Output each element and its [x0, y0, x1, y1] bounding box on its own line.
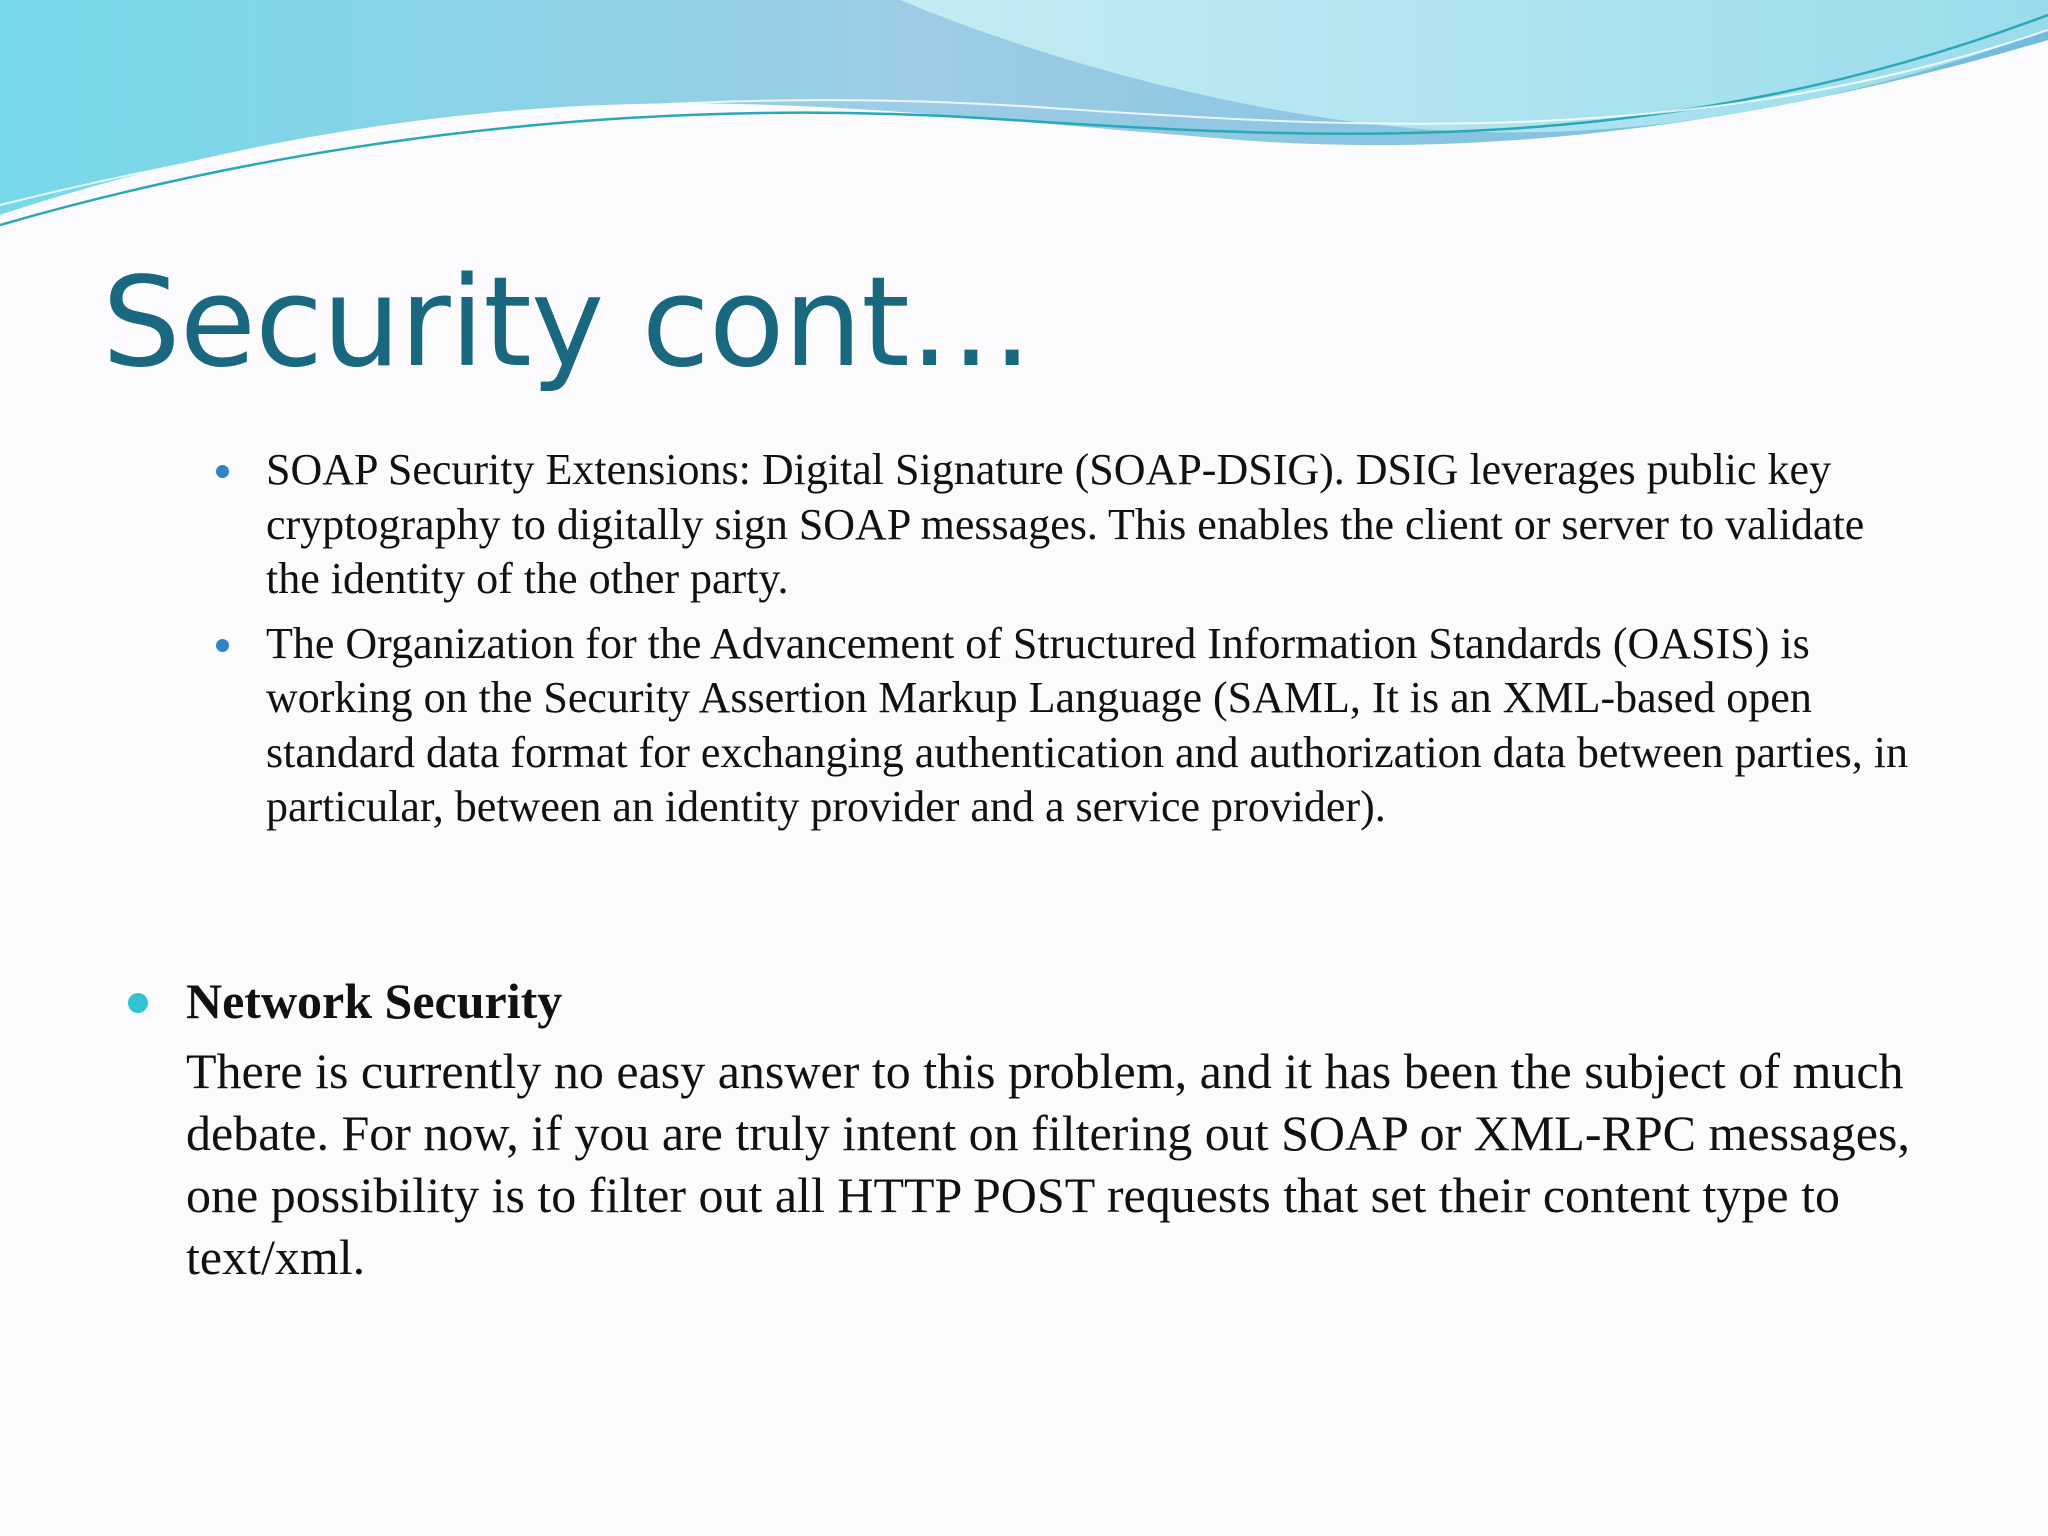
header-wave-decoration	[0, 0, 2048, 240]
sub-bullet-list	[266, 443, 1926, 845]
sub-bullet-item	[266, 617, 1926, 835]
section-heading: Network Security	[186, 973, 563, 1029]
bullet-dot-icon	[216, 465, 229, 478]
bullet-dot-icon	[216, 639, 229, 652]
sub-bullet-text: SOAP Security Extensions: Digital Signature (SOAP-DSIG). DSIG leverages public key cryptography to digitally sign SOAP messages. This enables the client or server to validate the identity of the other party.	[266, 445, 1865, 603]
sub-bullet-item	[266, 443, 1926, 607]
main-bullet-item	[186, 970, 1916, 1288]
slide-title: Security cont…	[102, 251, 1032, 395]
section-body-text: There is currently no easy answer to this problem, and it has been the subject of much debate. For now, if you are truly intent on filtering out SOAP or XML-RPC messages, one possibility is to filter out all HTTP POST requests that set their content type to text/xml.	[186, 1043, 1910, 1285]
sub-bullet-text: The Organization for the Advancement of Structured Information Standards (OASIS) is working on the Security Assertion Markup Language (SAML, It is an XML-based open standard data format for exchanging authentication and authorization data between parties, in particular, between an identity provider and a service provider).	[266, 618, 1909, 831]
bullet-dot-icon	[128, 993, 148, 1013]
